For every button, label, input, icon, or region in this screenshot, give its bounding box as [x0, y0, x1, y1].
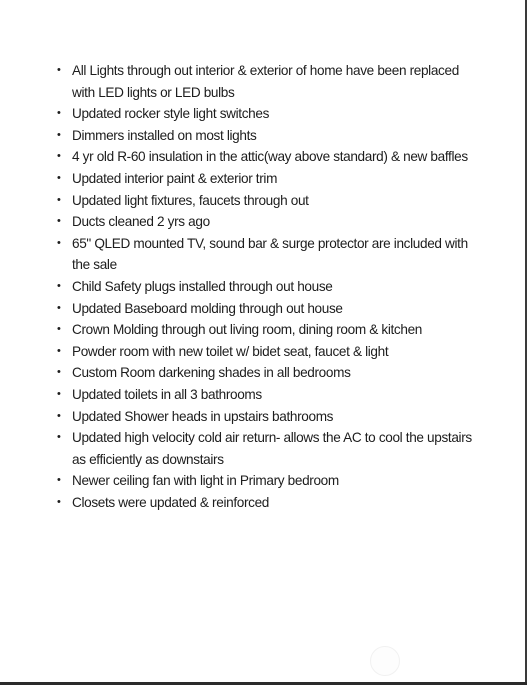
list-item-text: 4 yr old R-60 insulation in the attic(way above standard) & new baffles [72, 149, 468, 165]
list-item-text: Custom Room darkening shades in all bedrooms [72, 365, 351, 381]
bullet-icon: • [57, 107, 61, 120]
faint-circle-mark [370, 646, 400, 676]
list-item-text: Updated rocker style light switches [72, 106, 270, 122]
list-item [54, 319, 474, 341]
list-item [54, 298, 474, 320]
bullet-icon: • [57, 279, 61, 292]
bullet-icon: • [57, 64, 61, 76]
list-item [54, 384, 474, 406]
list-item [54, 406, 474, 428]
list-item [54, 103, 474, 125]
list-item-text: Updated toilets in all 3 bathrooms [72, 386, 262, 402]
list-item-text: Powder room with new toilet w/ bidet seat, faucet & light [72, 343, 389, 359]
list-item-text: Updated interior paint & exterior trim [72, 170, 278, 186]
list-item-text: Newer ceiling fan with light in Primary bedroom [72, 473, 339, 489]
bullet-icon: • [57, 344, 61, 357]
list-item [54, 276, 474, 298]
list-item [54, 60, 474, 103]
list-item-text: Updated high velocity cold air return- allows the AC to cool the upstairs as efficiently as downstairs [72, 430, 472, 467]
list-item-text: Updated light fixtures, faucets through out [72, 192, 309, 208]
list-item [54, 211, 474, 233]
list-item [54, 168, 474, 190]
bullet-icon: • [57, 409, 61, 422]
bullet-icon: • [57, 215, 61, 228]
list-item [54, 362, 474, 384]
list-item-text: 65" QLED mounted TV, sound bar & surge protector are included with the sale [72, 235, 468, 273]
list-item-text: Ducts cleaned 2 yrs ago [72, 214, 210, 230]
bullet-icon: • [57, 128, 61, 141]
list-item [54, 125, 474, 147]
bullet-icon: • [57, 474, 61, 487]
bullet-icon: • [57, 193, 61, 206]
list-item-text: Closets were updated & reinforced [72, 494, 270, 510]
bullet-icon: • [57, 366, 61, 379]
features-list [54, 60, 474, 513]
list-item-text: All Lights through out interior & exterior of home have been replaced with LED lights or LED bulbs [72, 63, 459, 100]
list-item-text: Dimmers installed on most lights [72, 127, 257, 143]
bullet-icon: • [57, 236, 61, 249]
bullet-icon: • [57, 323, 61, 336]
list-item [54, 190, 474, 212]
list-item [54, 146, 474, 168]
bullet-icon: • [57, 301, 61, 314]
list-item [54, 233, 474, 276]
list-item-text: Crown Molding through out living room, dining room & kitchen [72, 322, 422, 338]
list-item [54, 341, 474, 363]
bullet-icon: • [57, 150, 61, 163]
list-item [54, 427, 474, 470]
bullet-icon: • [57, 171, 61, 184]
bullet-icon: • [57, 387, 61, 400]
list-item [54, 492, 474, 514]
bullet-icon: • [57, 431, 61, 444]
bullet-icon: • [57, 495, 61, 508]
list-item [54, 470, 474, 492]
list-item-text: Updated Shower heads in upstairs bathrooms [72, 408, 334, 424]
list-item-text: Child Safety plugs installed through out house [72, 278, 333, 294]
list-item-text: Updated Baseboard molding through out house [72, 300, 343, 316]
